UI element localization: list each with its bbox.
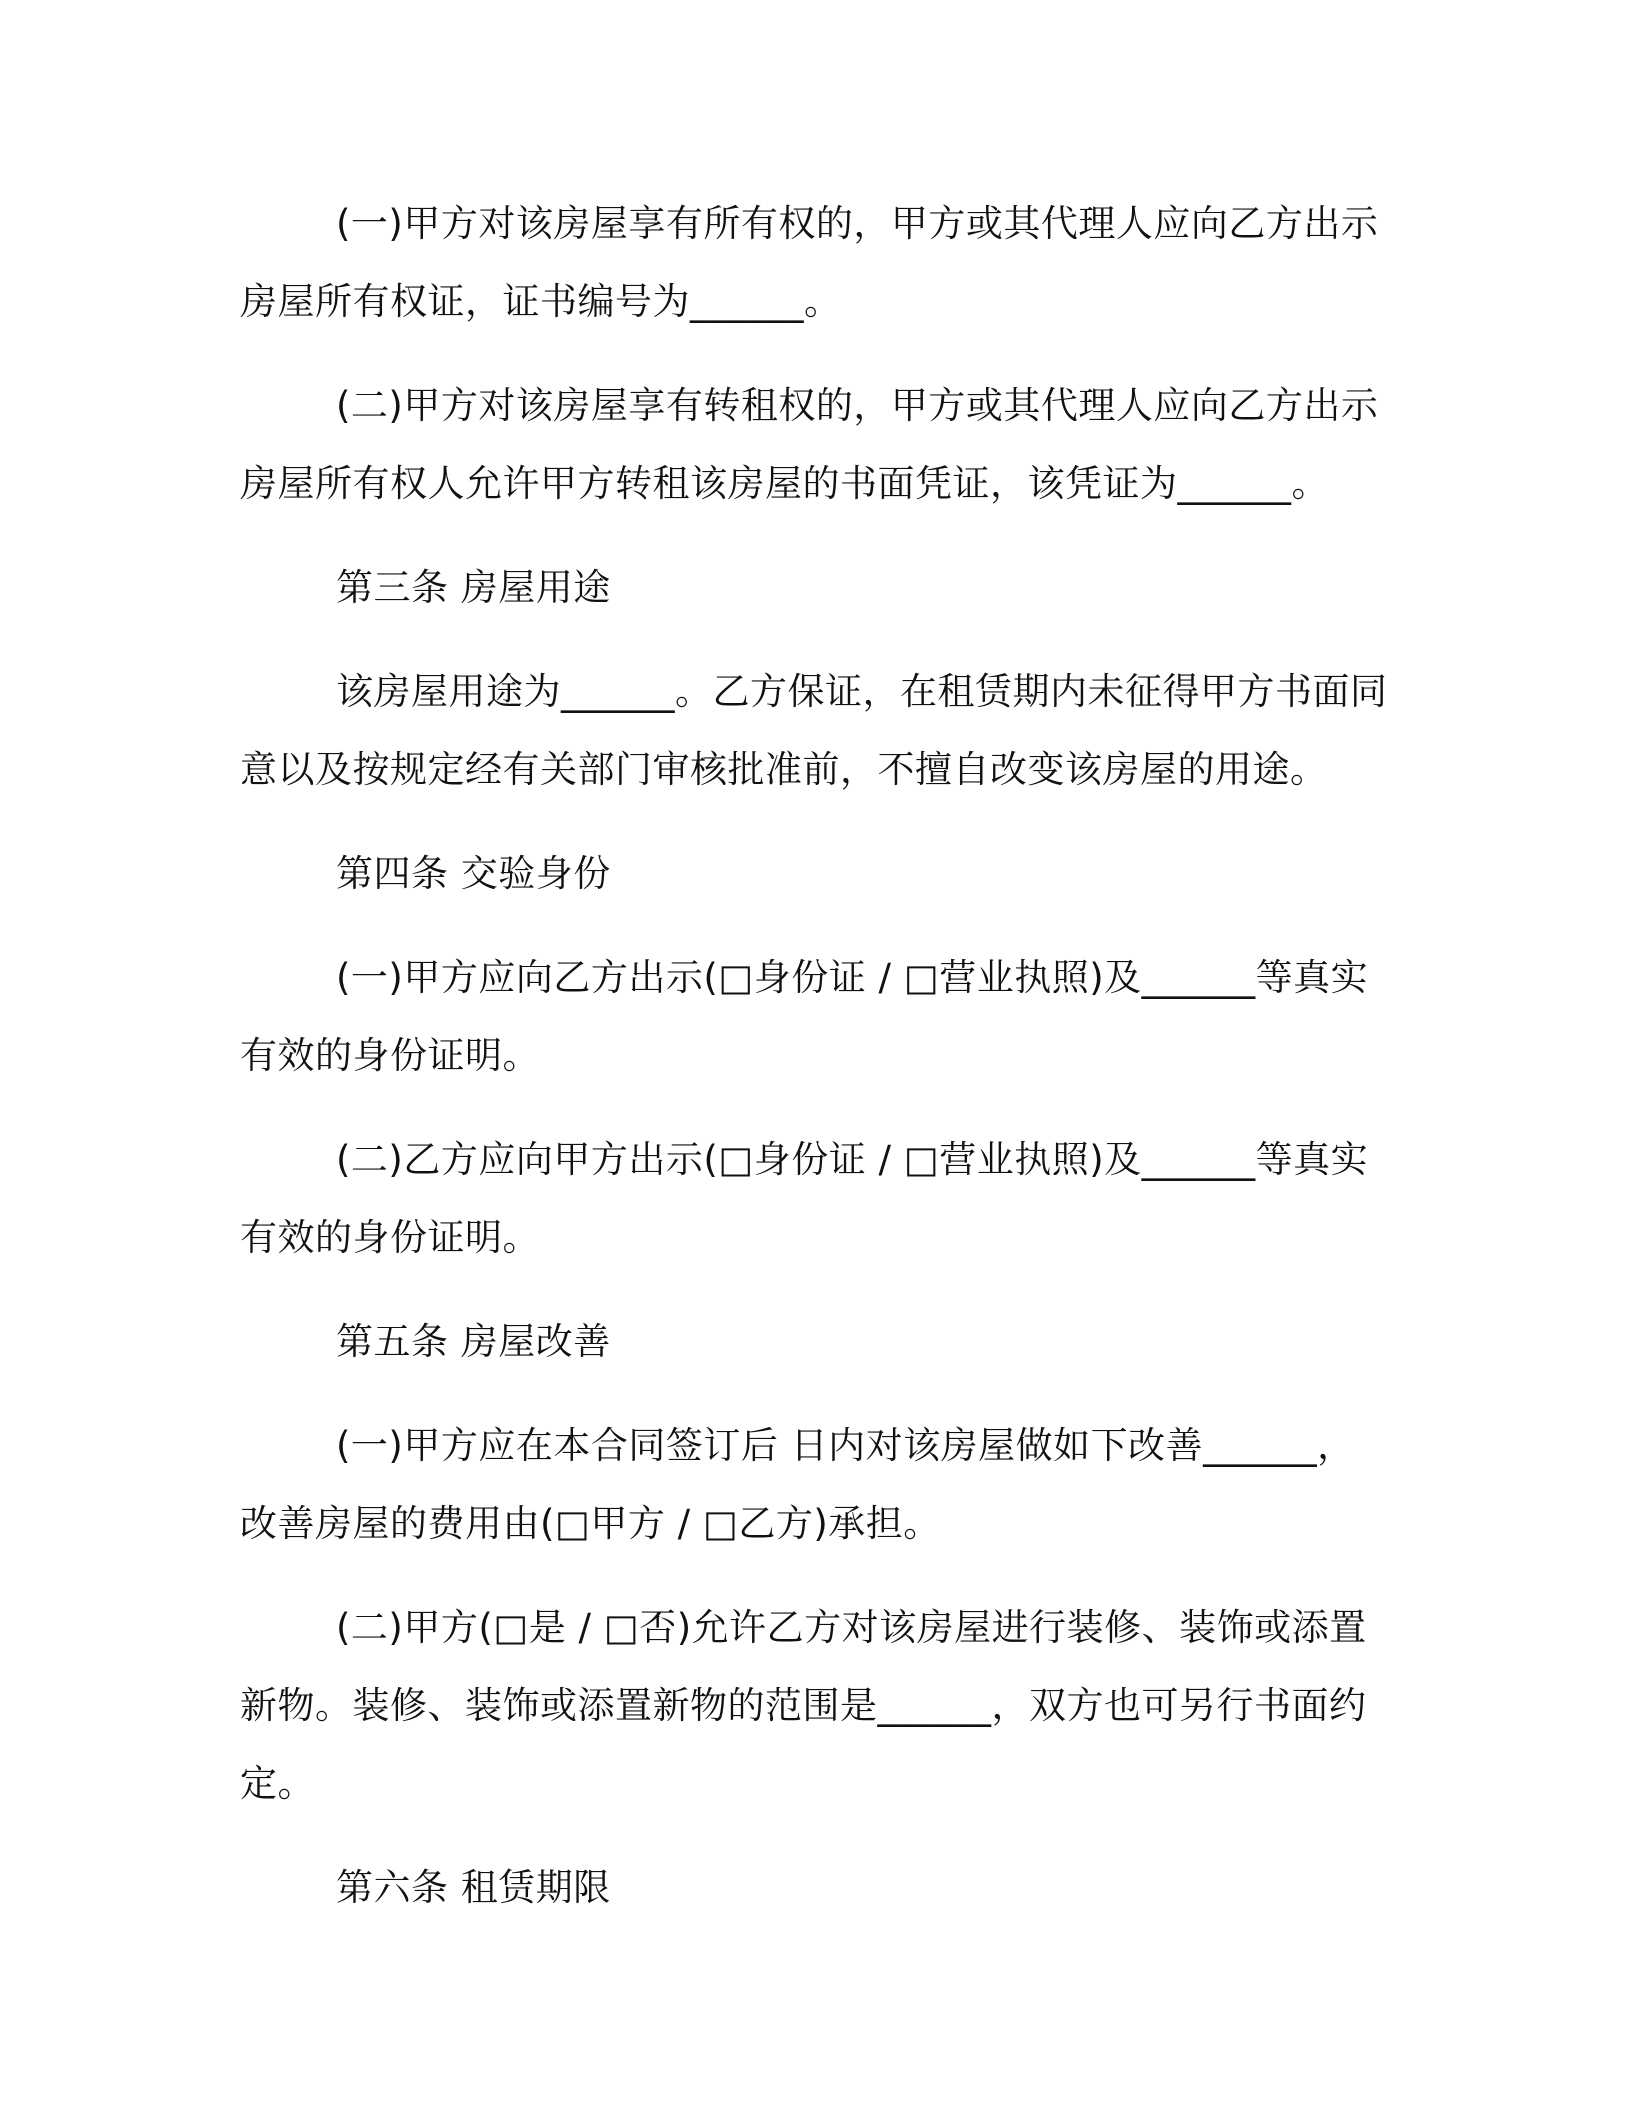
article-5-item-2: (二)甲方(□是 / □否)允许乙方对该房屋进行装修、装饰或添置新物。装修、装饰或添置新物的范围是______，双方也可另行书面约定。 xyxy=(240,1606,1367,1805)
article-4-item-1: (一)甲方应向乙方出示(□身份证 / □营业执照)及______等真实有效的身份证明。 xyxy=(240,956,1369,1077)
clause-2-item-2: (二)甲方对该房屋享有转租权的，甲方或其代理人应向乙方出示房屋所有权人允许甲方转租该房屋的书面凭证，该凭证为______。 xyxy=(240,384,1379,505)
document-body xyxy=(240,185,1390,1953)
article-5-item-1: (一)甲方应在本合同签订后 日内对该房屋做如下改善______，改善房屋的费用由(□甲方 / □乙方)承担。 xyxy=(240,1424,1355,1545)
article-6-heading: 第六条 租赁期限 xyxy=(336,1866,611,1909)
article-3-heading: 第三条 房屋用途 xyxy=(336,566,611,609)
article-5-heading: 第五条 房屋改善 xyxy=(336,1320,611,1363)
article-4-heading: 第四条 交验身份 xyxy=(336,852,611,895)
clause-2-item-1: (一)甲方对该房屋享有所有权的，甲方或其代理人应向乙方出示房屋所有权证，证书编号为______。 xyxy=(240,202,1379,323)
article-4-item-2: (二)乙方应向甲方出示(□身份证 / □营业执照)及______等真实有效的身份证明。 xyxy=(240,1138,1369,1259)
article-3-body: 该房屋用途为______。乙方保证，在租赁期内未征得甲方书面同意以及按规定经有关部门审核批准前，不擅自改变该房屋的用途。 xyxy=(240,670,1388,791)
